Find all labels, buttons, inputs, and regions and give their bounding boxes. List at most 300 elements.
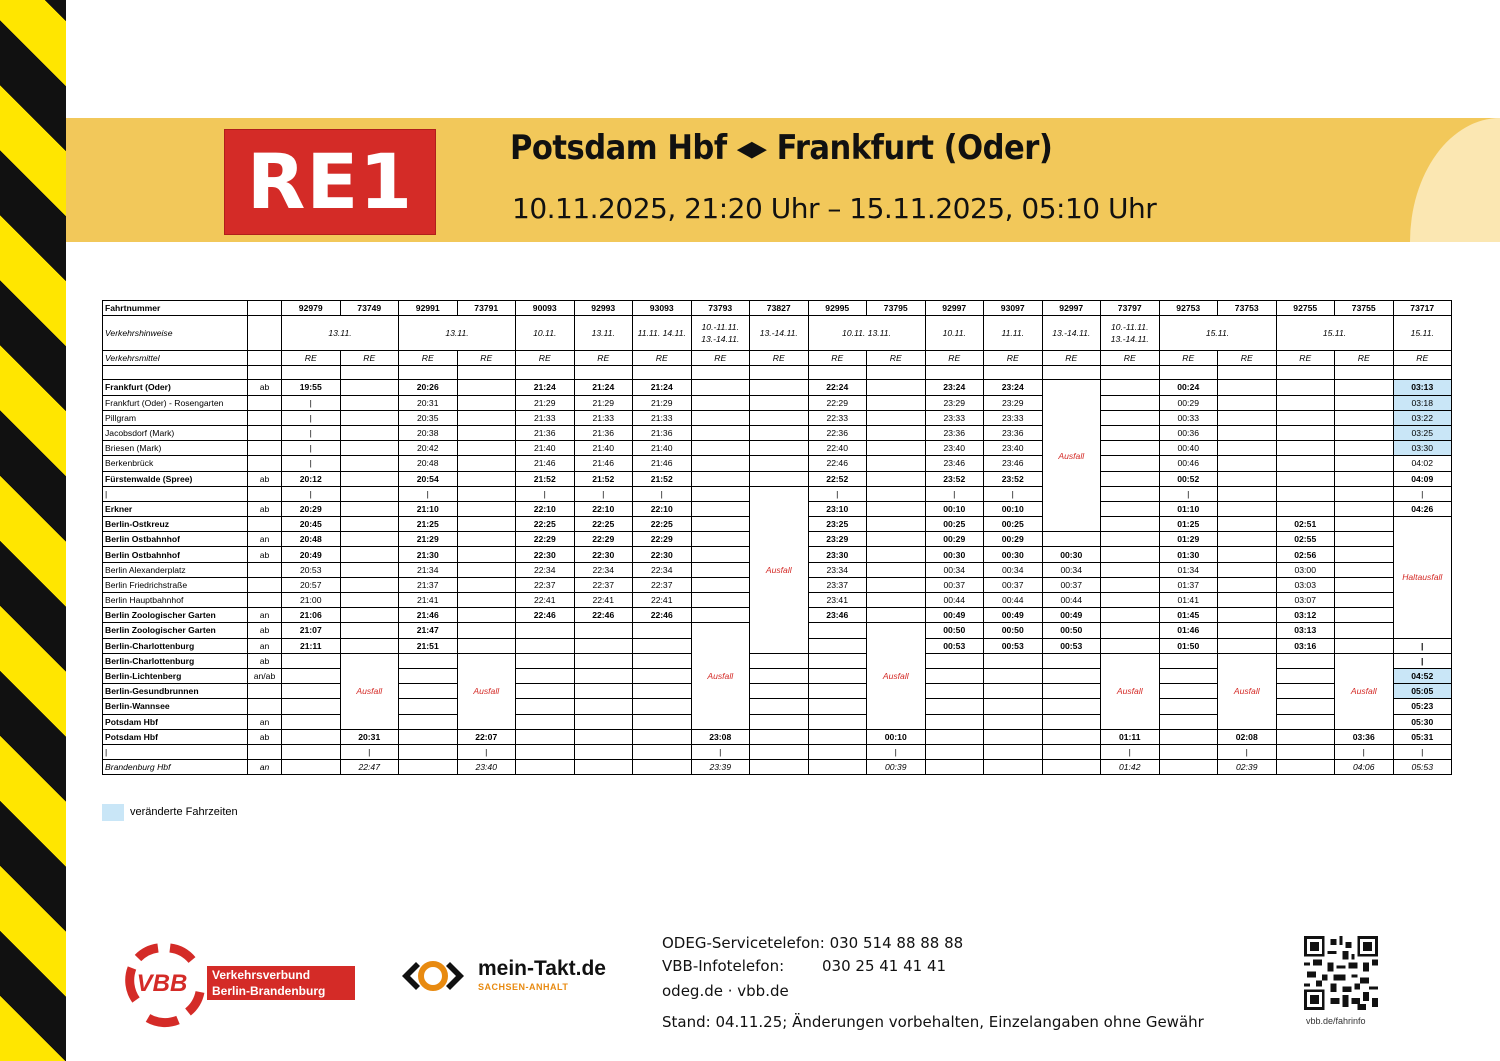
train-number: 73755 (1335, 301, 1394, 316)
transport-mode: RE (1101, 351, 1160, 366)
empty-cell (1101, 593, 1160, 608)
mein-takt-region: SACHSEN-ANHALT (478, 982, 569, 992)
empty-cell (867, 380, 926, 395)
empty-cell (457, 532, 516, 547)
empty-cell (457, 486, 516, 501)
empty-cell (633, 684, 692, 699)
empty-cell (1218, 638, 1277, 653)
station-name: Berlin Hauptbahnhof (103, 593, 248, 608)
station-name: Brandenburg Hbf (103, 760, 248, 775)
empty-cell (1276, 744, 1335, 759)
arr-dep-marker: ab (248, 729, 282, 744)
vbb-phone-value: 030 25 41 41 41 (822, 957, 947, 975)
empty-cell (1159, 760, 1218, 775)
arr-dep-marker: an (248, 714, 282, 729)
odeg-phone: ODEG-Servicetelefon: 030 514 88 88 88 (662, 934, 964, 952)
timetable (102, 300, 1452, 775)
empty-cell (1276, 760, 1335, 775)
departure-time: 20:49 (282, 547, 341, 562)
empty-cell (1101, 623, 1160, 638)
departure-time: 00:50 (925, 623, 984, 638)
station-name: Pillgram (103, 410, 248, 425)
departure-time: 00:39 (867, 760, 926, 775)
empty-cell (750, 668, 809, 683)
station-name: Berlin Zoologischer Garten (103, 608, 248, 623)
station-name: Berlin Zoologischer Garten (103, 623, 248, 638)
empty-cell (1101, 532, 1160, 547)
websites: odeg.de · vbb.de (662, 982, 789, 1000)
empty-cell (1335, 425, 1394, 440)
departure-time: 22:29 (808, 395, 867, 410)
departure-time: 00:49 (984, 608, 1043, 623)
departure-time: 23:25 (808, 517, 867, 532)
empty-cell (1101, 638, 1160, 653)
empty-cell (1101, 608, 1160, 623)
empty-cell (574, 684, 633, 699)
empty-cell (633, 744, 692, 759)
departure-time: 22:29 (516, 532, 575, 547)
station-name: Briesen (Mark) (103, 441, 248, 456)
departure-time: 21:36 (574, 425, 633, 440)
qr-code[interactable] (1304, 936, 1378, 1010)
empty-cell (340, 623, 399, 638)
empty-cell (691, 608, 750, 623)
empty-cell (457, 380, 516, 395)
departure-time: | (282, 486, 341, 501)
transport-mode: RE (750, 351, 809, 366)
departure-time: 03:03 (1276, 577, 1335, 592)
departure-time: 23:36 (984, 425, 1043, 440)
departure-time: 05:53 (1393, 760, 1452, 775)
departure-time: 00:25 (925, 517, 984, 532)
empty-cell (808, 729, 867, 744)
empty-cell (282, 684, 341, 699)
empty-cell (574, 744, 633, 759)
departure-time: 21:51 (399, 638, 458, 653)
empty-cell (282, 714, 341, 729)
transport-mode: RE (1042, 351, 1101, 366)
empty-cell (340, 395, 399, 410)
empty-cell (633, 366, 692, 380)
empty-cell (1101, 441, 1160, 456)
empty-cell (1101, 395, 1160, 410)
departure-time: | (633, 486, 692, 501)
cancelled-block: Ausfall (1335, 653, 1394, 729)
departure-time: | (340, 744, 399, 759)
train-number: 90093 (516, 301, 575, 316)
service-date-hint: 11.11. 14.11. (633, 316, 692, 351)
departure-time: 22:10 (516, 501, 575, 516)
empty-cell (808, 699, 867, 714)
departure-time: | (516, 486, 575, 501)
departure-time: 23:40 (925, 441, 984, 456)
departure-time: 20:48 (399, 456, 458, 471)
empty-cell (925, 366, 984, 380)
departure-time: 00:50 (984, 623, 1043, 638)
station-name: Berlin-Charlottenburg (103, 653, 248, 668)
departure-time: | (282, 425, 341, 440)
departure-time: 00:37 (925, 577, 984, 592)
arr-dep-marker: an (248, 608, 282, 623)
departure-time: | (1393, 744, 1452, 759)
departure-time: 21:46 (399, 608, 458, 623)
empty-cell (1101, 562, 1160, 577)
departure-time: 21:46 (516, 456, 575, 471)
empty-cell (808, 668, 867, 683)
departure-time: 03:07 (1276, 593, 1335, 608)
arr-dep-marker (248, 562, 282, 577)
empty-cell (691, 562, 750, 577)
empty-cell (516, 684, 575, 699)
departure-time: 22:25 (574, 517, 633, 532)
empty-cell (984, 714, 1043, 729)
empty-cell (340, 425, 399, 440)
empty-cell (750, 395, 809, 410)
empty-cell (750, 471, 809, 486)
empty-cell (867, 547, 926, 562)
departure-time: 21:40 (574, 441, 633, 456)
departure-time: 23:46 (808, 608, 867, 623)
empty-cell (516, 760, 575, 775)
empty-cell (1276, 380, 1335, 395)
cancelled-block: Ausfall (1042, 380, 1101, 532)
empty-cell (808, 638, 867, 653)
empty-cell (984, 653, 1043, 668)
empty-cell (750, 684, 809, 699)
empty-cell (1101, 380, 1160, 395)
empty-cell (574, 760, 633, 775)
empty-cell (457, 441, 516, 456)
departure-time: 23:40 (984, 441, 1043, 456)
empty-cell (399, 684, 458, 699)
departure-time: 22:37 (633, 577, 692, 592)
station-name: Fürstenwalde (Spree) (103, 471, 248, 486)
empty-cell (925, 760, 984, 775)
empty-cell (340, 638, 399, 653)
departure-time: | (984, 486, 1043, 501)
departure-time: 01:30 (1159, 547, 1218, 562)
empty-cell (1335, 547, 1394, 562)
empty-cell (1335, 380, 1394, 395)
empty-cell (457, 425, 516, 440)
mode-row (103, 351, 1452, 366)
empty-cell (282, 744, 341, 759)
train-number: 73793 (691, 301, 750, 316)
departure-time: 23:46 (984, 456, 1043, 471)
station-row (103, 653, 1452, 668)
empty-cell (457, 638, 516, 653)
empty-cell (457, 410, 516, 425)
empty-cell (1276, 684, 1335, 699)
arr-dep-marker (248, 486, 282, 501)
arr-dep-marker: ab (248, 471, 282, 486)
empty-cell (516, 623, 575, 638)
station-name: Berlin-Ostkreuz (103, 517, 248, 532)
departure-time: 21:33 (516, 410, 575, 425)
empty-cell (867, 608, 926, 623)
departure-time: 00:10 (984, 501, 1043, 516)
cancelled-block: Ausfall (691, 623, 750, 729)
empty-cell (1101, 486, 1160, 501)
departure-time: 22:33 (808, 410, 867, 425)
empty-cell (516, 366, 575, 380)
empty-cell (867, 456, 926, 471)
station-row (103, 729, 1452, 744)
train-number: 73791 (457, 301, 516, 316)
departure-time: 20:48 (282, 532, 341, 547)
empty-cell (248, 366, 282, 380)
train-number: 73749 (340, 301, 399, 316)
empty-cell (633, 760, 692, 775)
departure-time: 04:26 (1393, 501, 1452, 516)
empty-cell (1335, 608, 1394, 623)
line-badge: RE1 (224, 129, 436, 235)
empty-cell (1276, 653, 1335, 668)
empty-cell (399, 760, 458, 775)
empty-cell (457, 562, 516, 577)
departure-time: 00:37 (984, 577, 1043, 592)
empty-cell (340, 593, 399, 608)
empty-cell (867, 577, 926, 592)
service-date-hint: 15.11. (1393, 316, 1452, 351)
departure-time: 00:34 (984, 562, 1043, 577)
empty-cell (1218, 486, 1277, 501)
departure-time: 23:41 (808, 593, 867, 608)
station-row (103, 471, 1452, 486)
empty-cell (633, 653, 692, 668)
departure-time: 02:08 (1218, 729, 1277, 744)
empty-cell (1042, 366, 1101, 380)
transport-mode: RE (633, 351, 692, 366)
service-date-hint: 13.-14.11. (1042, 316, 1101, 351)
departure-time: 01:34 (1159, 562, 1218, 577)
empty-cell (340, 471, 399, 486)
empty-cell (867, 562, 926, 577)
empty-cell (750, 425, 809, 440)
empty-cell (867, 517, 926, 532)
empty-cell (808, 684, 867, 699)
departure-time: 04:02 (1393, 456, 1452, 471)
empty-cell (103, 366, 248, 380)
departure-time: 20:35 (399, 410, 458, 425)
vbb-name-line-1: Verkehrsverbund (212, 968, 311, 982)
empty-cell (340, 380, 399, 395)
empty-cell (1276, 501, 1335, 516)
departure-time: 00:30 (984, 547, 1043, 562)
empty-cell (574, 729, 633, 744)
empty-cell (750, 729, 809, 744)
departure-time: 22:41 (574, 593, 633, 608)
empty-cell (691, 593, 750, 608)
departure-time: 22:30 (574, 547, 633, 562)
empty-cell (1042, 668, 1101, 683)
empty-cell (340, 501, 399, 516)
arr-dep-marker: an/ab (248, 668, 282, 683)
departure-time: 00:53 (1042, 638, 1101, 653)
departure-time: 00:34 (925, 562, 984, 577)
arr-dep-marker (248, 577, 282, 592)
departure-time: 23:24 (925, 380, 984, 395)
empty-cell (1276, 441, 1335, 456)
empty-cell (984, 744, 1043, 759)
empty-cell (457, 395, 516, 410)
empty-cell (516, 729, 575, 744)
station-name: Berlin-Charlottenburg (103, 638, 248, 653)
train-number: 73827 (750, 301, 809, 316)
departure-time: 00:44 (984, 593, 1043, 608)
empty-cell (1335, 638, 1394, 653)
departure-time: 05:31 (1393, 729, 1452, 744)
legend-swatch (102, 804, 124, 821)
departure-time: 23:33 (925, 410, 984, 425)
departure-time: 05:05 (1393, 684, 1452, 699)
departure-time: 00:10 (867, 729, 926, 744)
empty-cell (984, 366, 1043, 380)
empty-cell (633, 638, 692, 653)
station-row (103, 486, 1452, 501)
station-row (103, 425, 1452, 440)
empty-cell (1218, 532, 1277, 547)
departure-time: 03:30 (1393, 441, 1452, 456)
transport-mode: RE (574, 351, 633, 366)
empty-cell (516, 699, 575, 714)
departure-time: 22:10 (633, 501, 692, 516)
service-date-hint: 10.-11.11. 13.-14.11. (1101, 316, 1160, 351)
empty-cell (574, 668, 633, 683)
departure-time: 22:34 (574, 562, 633, 577)
hints-row (103, 316, 1452, 351)
empty-cell (691, 501, 750, 516)
empty-cell (399, 366, 458, 380)
departure-time: 20:12 (282, 471, 341, 486)
departure-time: 00:36 (1159, 425, 1218, 440)
empty-cell (691, 366, 750, 380)
departure-time: 21:29 (574, 395, 633, 410)
departure-time: 23:39 (691, 760, 750, 775)
departure-time: 23:40 (457, 760, 516, 775)
departure-time: 20:38 (399, 425, 458, 440)
empty-cell (1218, 395, 1277, 410)
empty-cell (1218, 623, 1277, 638)
departure-time: | (1393, 638, 1452, 653)
empty-cell (282, 760, 341, 775)
cancelled-block: Ausfall (1101, 653, 1160, 729)
departure-time: 22:46 (516, 608, 575, 623)
empty-cell (750, 653, 809, 668)
departure-time: 00:25 (984, 517, 1043, 532)
empty-cell (750, 744, 809, 759)
departure-time: 20:29 (282, 501, 341, 516)
empty-cell (750, 456, 809, 471)
empty-cell (1276, 395, 1335, 410)
departure-time: 03:16 (1276, 638, 1335, 653)
empty-cell (1276, 729, 1335, 744)
departure-time: 20:54 (399, 471, 458, 486)
train-number-row (103, 301, 1452, 316)
departure-time: 21:11 (282, 638, 341, 653)
empty-cell (1159, 699, 1218, 714)
departure-time: 23:52 (984, 471, 1043, 486)
empty-cell (1218, 471, 1277, 486)
arr-dep-marker (248, 441, 282, 456)
departure-time: 22:34 (633, 562, 692, 577)
transport-mode: RE (691, 351, 750, 366)
empty-cell (516, 653, 575, 668)
departure-time: 23:52 (925, 471, 984, 486)
empty-cell (574, 653, 633, 668)
mein-takt-name: mein-Takt.de (478, 957, 606, 980)
departure-time: 21:36 (633, 425, 692, 440)
departure-time: | (282, 441, 341, 456)
departure-time: 23:29 (984, 395, 1043, 410)
spacer-row (103, 366, 1452, 380)
arr-dep-marker (248, 699, 282, 714)
station-name: Berlin Friedrichstraße (103, 577, 248, 592)
arr-dep-marker: ab (248, 380, 282, 395)
empty-cell (1218, 441, 1277, 456)
cancelled-block: Ausfall (867, 623, 926, 729)
departure-time: 00:40 (1159, 441, 1218, 456)
empty-cell (1159, 729, 1218, 744)
empty-cell (1101, 547, 1160, 562)
empty-cell (1335, 395, 1394, 410)
empty-cell (248, 301, 282, 316)
station-name: Potsdam Hbf (103, 714, 248, 729)
empty-cell (282, 699, 341, 714)
empty-cell (574, 638, 633, 653)
empty-cell (399, 653, 458, 668)
train-number: 73797 (1101, 301, 1160, 316)
empty-cell (1218, 562, 1277, 577)
departure-time: 20:42 (399, 441, 458, 456)
departure-time: | (808, 486, 867, 501)
train-number: 73717 (1393, 301, 1452, 316)
departure-time: 00:29 (925, 532, 984, 547)
empty-cell (984, 699, 1043, 714)
departure-time: 20:45 (282, 517, 341, 532)
arr-dep-marker (248, 456, 282, 471)
empty-cell (691, 425, 750, 440)
departure-time: 22:52 (808, 471, 867, 486)
empty-cell (1101, 471, 1160, 486)
validity-period: 10.11.2025, 21:20 Uhr – 15.11.2025, 05:10 Uhr (512, 192, 1157, 225)
empty-cell (984, 760, 1043, 775)
departure-time: 05:23 (1393, 699, 1452, 714)
empty-cell (1276, 486, 1335, 501)
empty-cell (867, 593, 926, 608)
empty-cell (340, 577, 399, 592)
station-name: Frankfurt (Oder) (103, 380, 248, 395)
empty-cell (1042, 699, 1101, 714)
empty-cell (1218, 547, 1277, 562)
departure-time: 00:53 (984, 638, 1043, 653)
departure-time: 20:31 (340, 729, 399, 744)
train-number: 92993 (574, 301, 633, 316)
arr-dep-marker: ab (248, 653, 282, 668)
departure-time: | (925, 486, 984, 501)
departure-time: 22:25 (516, 517, 575, 532)
departure-time: 00:52 (1159, 471, 1218, 486)
transport-mode: RE (340, 351, 399, 366)
station-name: Erkner (103, 501, 248, 516)
empty-cell (750, 714, 809, 729)
empty-cell (867, 410, 926, 425)
departure-time: 23:29 (808, 532, 867, 547)
vbb-logo-text: VBB (136, 970, 188, 997)
station-row (103, 456, 1452, 471)
departure-time: 21:52 (633, 471, 692, 486)
service-date-hint: 10.11. (925, 316, 984, 351)
